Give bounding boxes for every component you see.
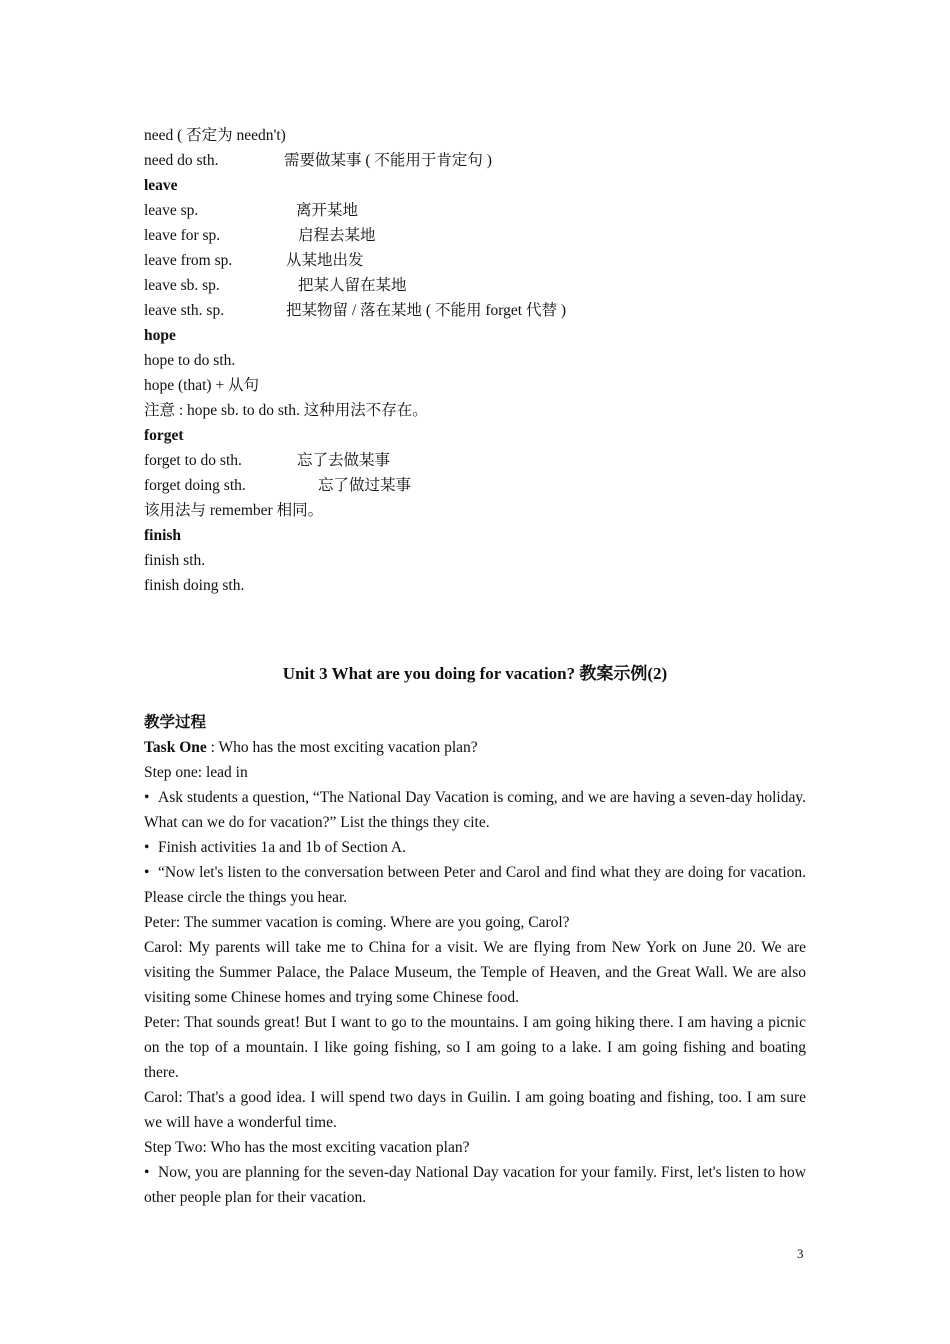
title-gap (144, 686, 806, 710)
forget-line-1 (144, 448, 806, 473)
forget-line-2 (144, 473, 806, 498)
document-page (144, 123, 806, 1210)
task-one-line (144, 735, 806, 760)
step-one: Step one: lead in (144, 764, 248, 781)
forget-heading: forget (144, 427, 184, 444)
bullet-icon: • (144, 1164, 150, 1181)
section-spacer (144, 598, 806, 661)
leave-sth-meaning: 把某物留 / 落在某地 ( 不能用 forget 代替 ) (286, 302, 566, 319)
forget-to-phrase: forget to do sth. (144, 452, 242, 469)
bullet-text: Finish activities 1a and 1b of Section A. (158, 839, 406, 856)
hope-line-1: hope to do sth. (144, 352, 236, 369)
leave-sp-phrase: leave sp. (144, 202, 199, 219)
need-do-meaning: 需要做某事 ( 不能用于肯定句 ) (284, 152, 492, 169)
forget-note: 该用法与 remember 相同。 (144, 502, 324, 519)
finish-heading: finish (144, 527, 182, 544)
forget-to-meaning: 忘了去做某事 (297, 452, 391, 469)
bullet-item-4 (144, 1160, 806, 1210)
process-heading: 教学过程 (144, 714, 207, 731)
hope-heading: hope (144, 327, 176, 344)
leave-for-line (144, 223, 806, 248)
leave-sth-phrase: leave sth. sp. (144, 302, 225, 319)
leave-sb-meaning: 把某人留在某地 (298, 277, 407, 294)
leave-from-phrase: leave from sp. (144, 252, 233, 269)
leave-from-meaning: 从某地出发 (286, 252, 364, 269)
bullet-text: “Now let's listen to the conversation between Peter and Carol and find what they are doing for vacation. Please circle the things you hear. (144, 864, 806, 906)
bullet-icon: • (144, 789, 150, 806)
bullet-text: Ask students a question, “The National Day Vacation is coming, and we are having a seven-day holiday. What can we do for vacation?” List the things they cite. (144, 789, 806, 831)
leave-from-line (144, 248, 806, 273)
leave-sb-line (144, 273, 806, 298)
hope-line-2: hope (that) + 从句 (144, 377, 260, 394)
bullet-icon: • (144, 864, 150, 881)
task-one-text: : Who has the most exciting vacation plan? (206, 739, 478, 756)
finish-line-1: finish sth. (144, 552, 206, 569)
leave-sb-phrase: leave sb. sp. (144, 277, 220, 294)
leave-for-meaning: 启程去某地 (298, 227, 376, 244)
dialog-line-2: Carol: My parents will take me to China for a visit. We are flying from New York on June 20. We are visiting the Summer Palace, the Palace Museum, the Temple of Heaven, and the Great Wall. We are also visiting some Chinese homes and trying some Chinese food. (144, 939, 806, 1006)
finish-line-2: finish doing sth. (144, 577, 245, 594)
dialog-line-3: Peter: That sounds great! But I want to go to the mountains. I am going hiking there. I am having a picnic on the top of a mountain. I like going fishing, so I am going to a lake. I am going fishing and boating there. (144, 1014, 806, 1081)
page-number: 3 (797, 1246, 804, 1261)
need-negative-line: need ( 否定为 needn't) (144, 127, 286, 144)
bullet-item-1 (144, 785, 806, 835)
dialog-line-4: Carol: That's a good idea. I will spend two days in Guilin. I am going boating and fishing, too. I am sure we will have a wonderful time. (144, 1089, 806, 1131)
leave-for-phrase: leave for sp. (144, 227, 221, 244)
bullet-item-2 (144, 835, 806, 860)
forget-doing-phrase: forget doing sth. (144, 477, 246, 494)
leave-sth-line (144, 298, 806, 323)
leave-heading: leave (144, 177, 178, 194)
bullet-item-3 (144, 860, 806, 910)
forget-doing-meaning: 忘了做过某事 (318, 477, 412, 494)
hope-note: 注意 : hope sb. to do sth. 这种用法不存在。 (144, 402, 428, 419)
dialog-line-1: Peter: The summer vacation is coming. Where are you going, Carol? (144, 914, 570, 931)
leave-sp-meaning: 离开某地 (296, 202, 359, 219)
task-one-label: Task One (144, 739, 207, 756)
bullet-text: Now, you are planning for the seven-day National Day vacation for your family. First, let's listen to how other people plan for their vacation. (144, 1164, 806, 1206)
need-do-phrase: need do sth. (144, 152, 219, 169)
step-two: Step Two: Who has the most exciting vacation plan? (144, 1139, 470, 1156)
leave-sp-line (144, 198, 806, 223)
need-do-line (144, 148, 806, 173)
bullet-icon: • (144, 839, 150, 856)
lesson-title: Unit 3 What are you doing for vacation? 教案示例(2) (282, 664, 668, 683)
